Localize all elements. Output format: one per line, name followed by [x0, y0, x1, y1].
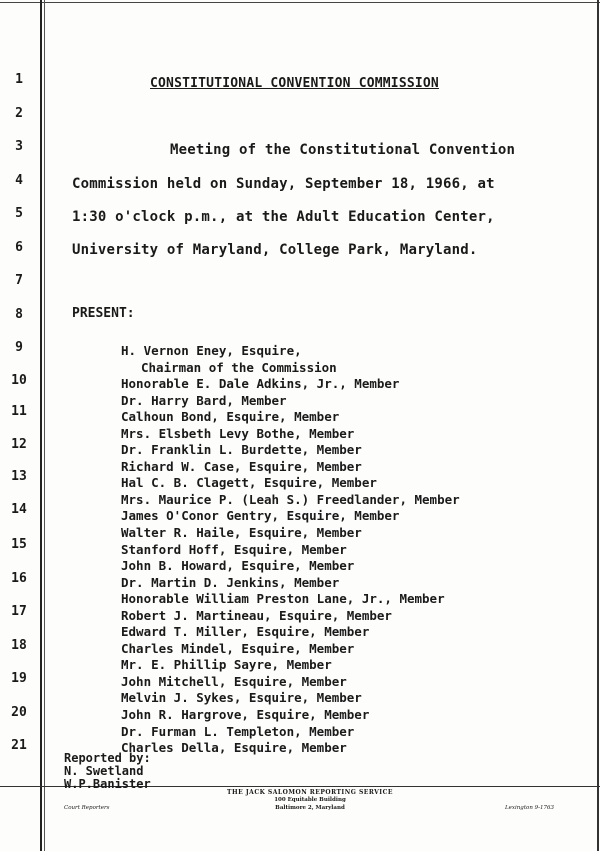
line-number: 10 [11, 373, 27, 388]
attendee-item: Mr. E. Phillip Sayre, Member [121, 657, 332, 673]
attendee-item: Honorable E. Dale Adkins, Jr., Member [121, 376, 400, 392]
reporting-service-name: THE JACK SALOMON REPORTING SERVICE [227, 789, 393, 796]
attendee-item: Mrs. Elsbeth Levy Bothe, Member [121, 425, 355, 441]
line-number: 11 [11, 404, 27, 419]
line-number: 20 [11, 705, 27, 720]
line-number: 16 [11, 571, 27, 586]
line-number: 13 [11, 469, 27, 484]
line-number: 15 [11, 537, 27, 552]
left-margin-rule [40, 0, 42, 851]
attendee-item: Hal C. B. Clagett, Esquire, Member [121, 475, 377, 491]
line-number: 9 [15, 340, 23, 355]
left-margin-rule-inner [44, 0, 45, 851]
line-number: 18 [11, 638, 27, 653]
reporting-service-city: Baltimore 2, Maryland [275, 805, 345, 811]
reported-by-label: Reported by: [64, 751, 151, 765]
line-number: 4 [15, 173, 23, 188]
present-label: PRESENT: [72, 306, 135, 321]
reporter-name: W.P.Banister [64, 777, 151, 791]
attendee-item: Stanford Hoff, Esquire, Member [121, 541, 347, 557]
reporting-service-address: 100 Equitable Building [274, 797, 346, 803]
attendee-item: Charles Mindel, Esquire, Member [121, 640, 355, 656]
attendee-list [121, 343, 460, 757]
line-number: 17 [11, 604, 27, 619]
attendee-item: Walter R. Haile, Esquire, Member [121, 525, 362, 541]
line-number: 7 [15, 273, 23, 288]
attendee-item: Dr. Harry Bard, Member [121, 392, 287, 408]
line-number: 6 [15, 240, 23, 255]
paragraph-line-2: Commission held on Sunday, September 18, 1966, at [72, 176, 495, 192]
document-title: CONSTITUTIONAL CONVENTION COMMISSION [150, 76, 439, 91]
attendee-item: Edward T. Miller, Esquire, Member [121, 624, 370, 640]
attendee-item: Calhoun Bond, Esquire, Member [121, 409, 340, 425]
reported-by [64, 752, 151, 791]
attendee-item: Dr. Franklin L. Burdette, Member [121, 442, 362, 458]
line-number: 19 [11, 671, 27, 686]
line-number: 8 [15, 307, 23, 322]
line-number: 5 [15, 206, 23, 221]
attendee-item: John Mitchell, Esquire, Member [121, 673, 347, 689]
attendee-item: Dr. Martin D. Jenkins, Member [121, 574, 340, 590]
attendee-item: John B. Howard, Esquire, Member [121, 558, 355, 574]
attendee-item: Honorable William Preston Lane, Jr., Member [121, 591, 445, 607]
footer-phone: Lexington 9-1763 [505, 805, 554, 811]
footer-letterhead [200, 789, 420, 812]
reporter-name: N. Swetland [64, 764, 144, 778]
attendee-item: Dr. Furman L. Templeton, Member [121, 723, 355, 739]
paragraph-line-1: Meeting of the Constitutional Convention [170, 142, 516, 158]
line-number: 3 [15, 139, 23, 154]
attendee-item: H. Vernon Eney, Esquire, [121, 343, 302, 358]
right-margin-rule [597, 0, 599, 851]
attendee-item: Charles Della, Esquire, Member [121, 740, 347, 756]
line-number: 1 [15, 72, 23, 87]
attendee-item: John R. Hargrove, Esquire, Member [121, 707, 370, 723]
attendee-item: Mrs. Maurice P. (Leah S.) Freedlander, Member [121, 491, 460, 507]
top-border [0, 2, 600, 3]
attendee-item: James O'Conor Gentry, Esquire, Member [121, 508, 400, 524]
attendee-item: Robert J. Martineau, Esquire, Member [121, 607, 392, 623]
attendee-item: Richard W. Case, Esquire, Member [121, 458, 362, 474]
line-number: 2 [15, 106, 23, 121]
line-number: 12 [11, 437, 27, 452]
attendee-item: Melvin J. Sykes, Esquire, Member [121, 690, 362, 706]
line-number: 21 [11, 738, 27, 753]
paragraph-line-4: University of Maryland, College Park, Maryland. [72, 242, 478, 258]
attendee-item: Chairman of the Commission [141, 359, 337, 375]
line-number: 14 [11, 502, 27, 517]
paragraph-line-3: 1:30 o'clock p.m., at the Adult Education Center, [72, 209, 495, 225]
footer-court-reporters: Court Reporters [64, 805, 110, 811]
